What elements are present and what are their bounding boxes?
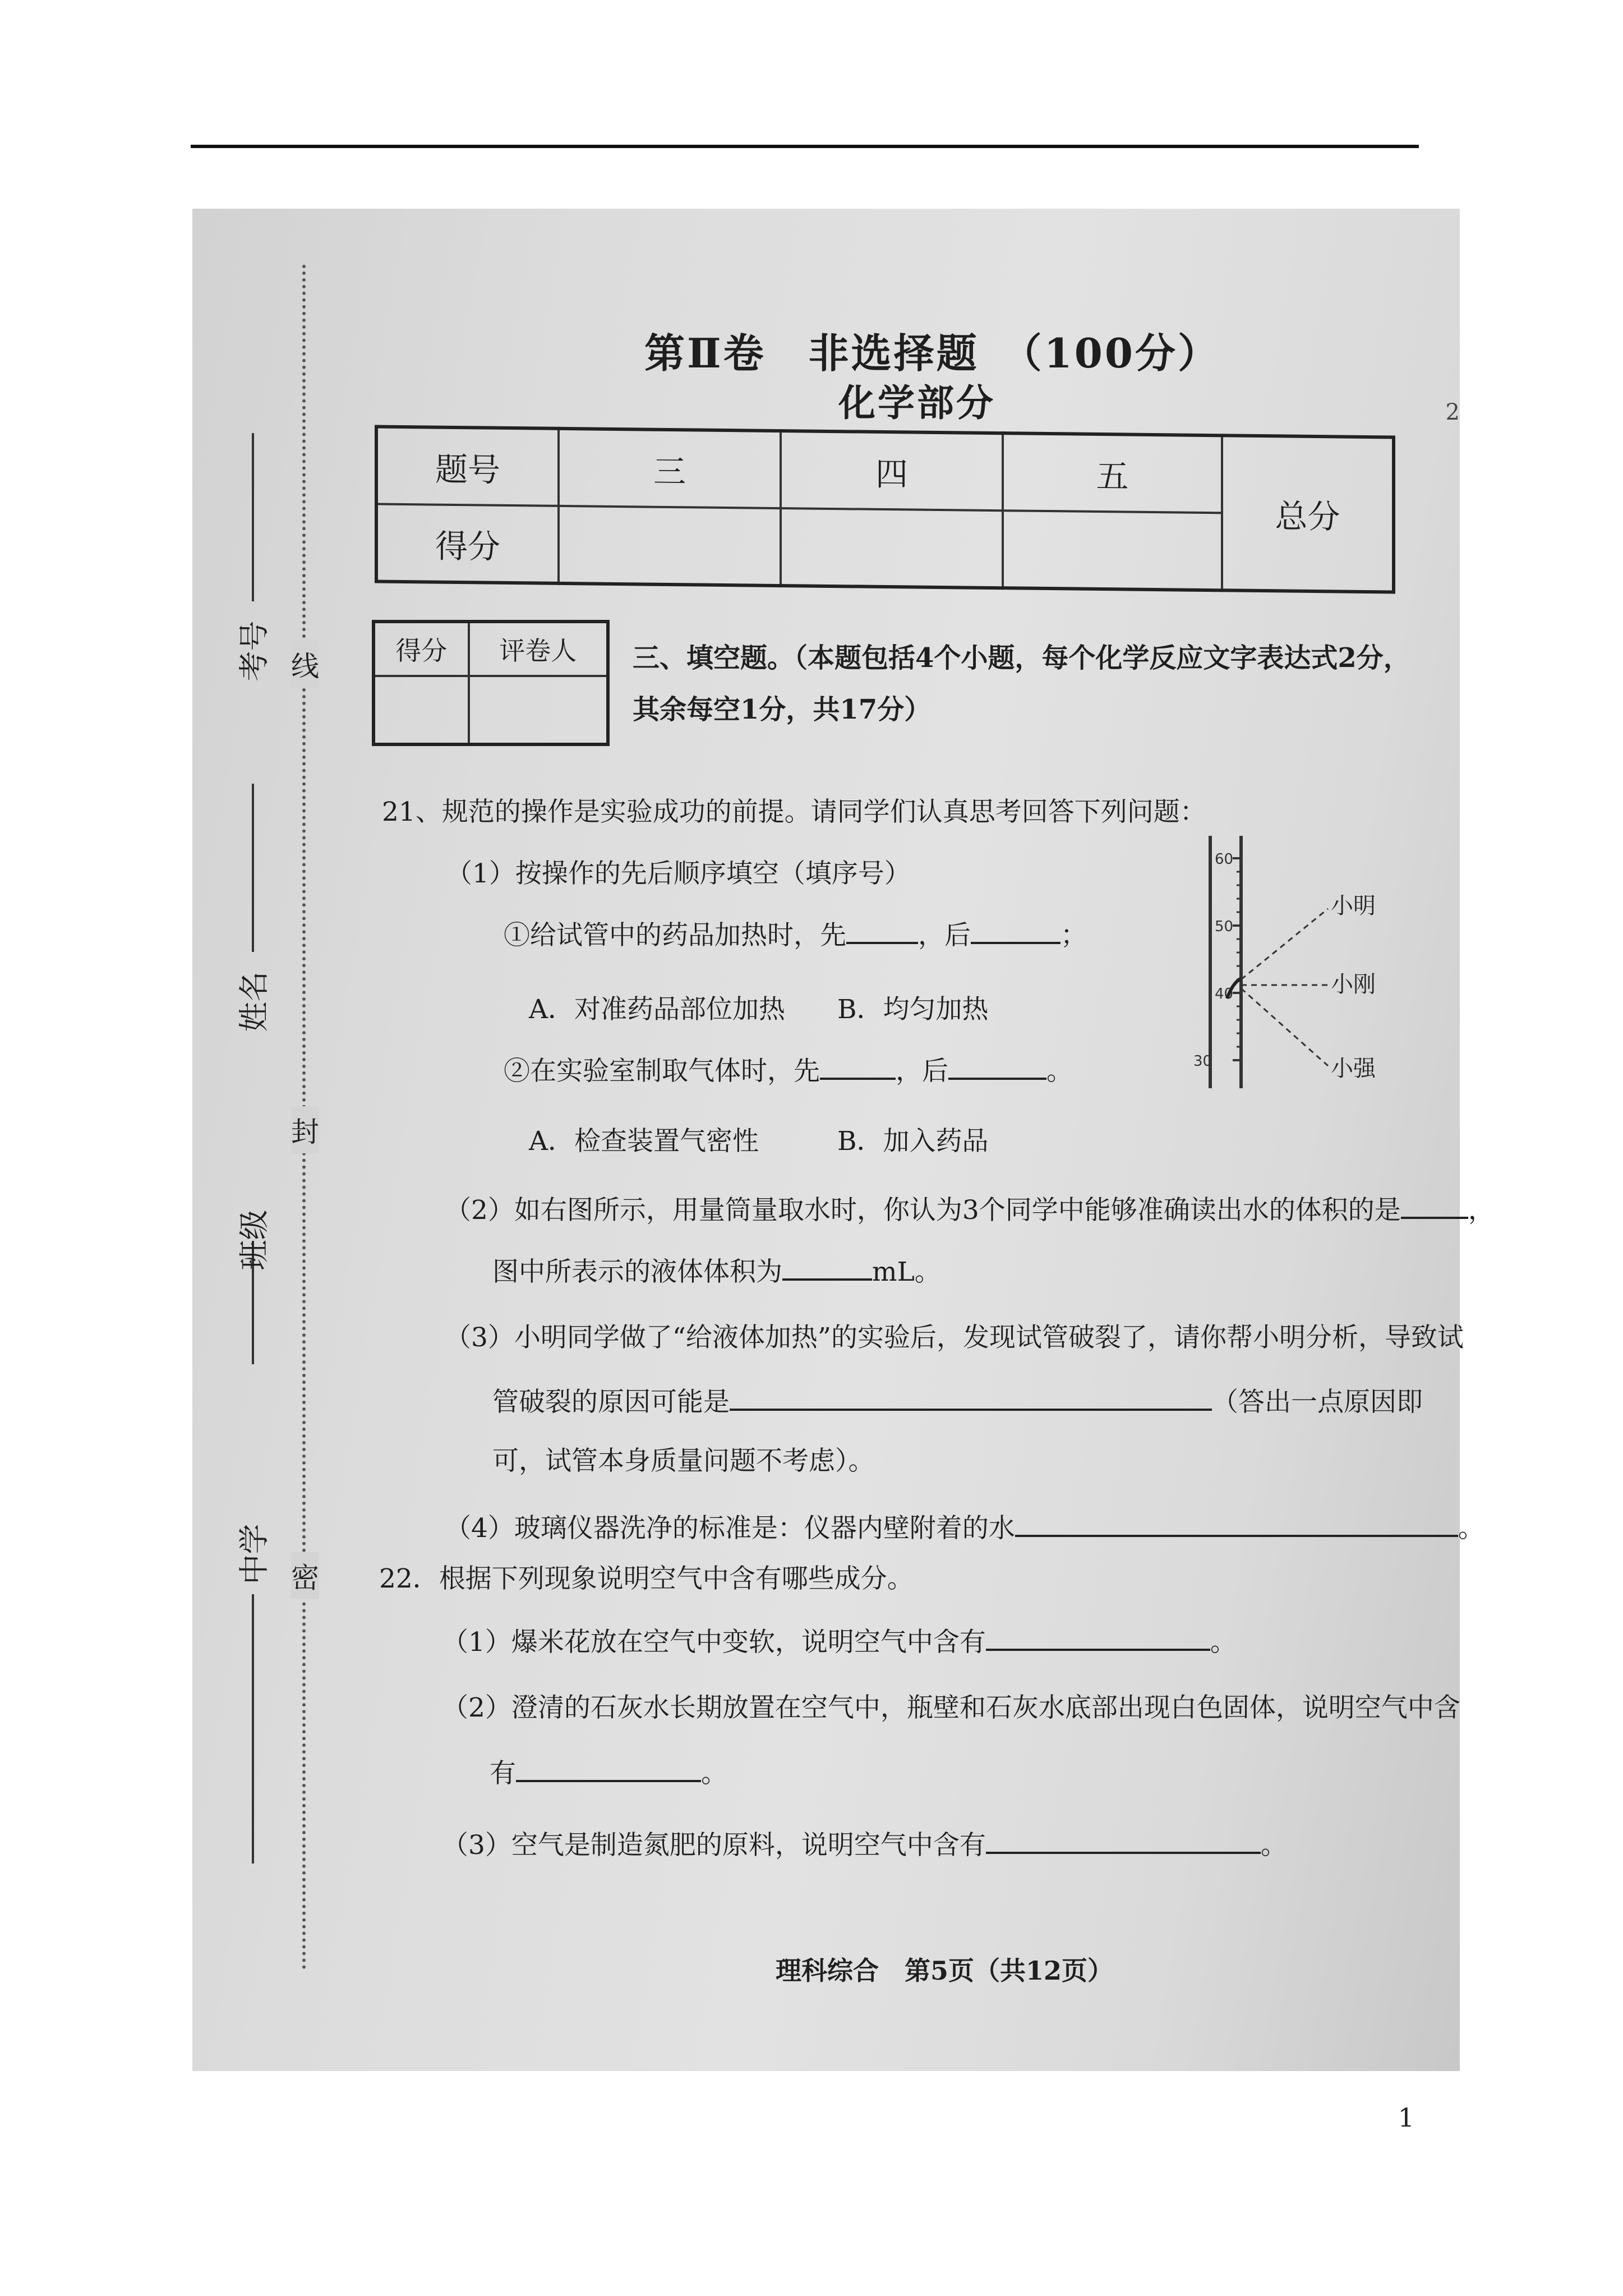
answer-blank[interactable] xyxy=(516,1755,701,1782)
q22-part3-end: 。 xyxy=(1260,1830,1287,1861)
q22-part2-line2-pre: 有 xyxy=(490,1758,516,1789)
grader-row xyxy=(374,622,608,676)
measuring-cylinder-figure xyxy=(1188,836,1412,1088)
grader-cell: 评卷人 xyxy=(469,622,608,676)
answer-blank[interactable] xyxy=(782,1254,872,1281)
seal-char-feng: 封 xyxy=(291,1106,319,1153)
page-footer: 理科综合 第5页（共12页） xyxy=(776,1955,1114,1986)
q21-part2-text: （2）如右图所示，用量筒量取水时，你认为3个同学中能够准确读出水的体积的是 xyxy=(445,1195,1401,1226)
sightline-xiaoming xyxy=(1241,909,1328,979)
school-line-2 xyxy=(252,1690,254,1864)
class-label: 班级 xyxy=(236,1209,272,1271)
q21-part1b-pre: ②在实验室制取气体时，先 xyxy=(504,1056,820,1087)
paper-title: 第Ⅱ卷 非选择题 （100分） xyxy=(644,329,1220,377)
tick-label-30: 30 xyxy=(1193,1053,1212,1070)
q22-part1-end: 。 xyxy=(1210,1627,1237,1658)
score-cell: 得分 xyxy=(376,504,559,583)
q21-part1a-mid: ，后 xyxy=(918,920,971,951)
score-cell-empty xyxy=(559,506,781,586)
name-line xyxy=(252,784,254,952)
answer-blank[interactable] xyxy=(948,1053,1046,1080)
person-xiaogang: 小刚 xyxy=(1331,972,1376,997)
q21-part2-end: ， xyxy=(1468,1195,1495,1226)
score-cell-empty xyxy=(781,508,1003,588)
q21-part3-line2-end: （答出一点原因即 xyxy=(1212,1387,1423,1418)
q21-part2-line2-end: mL。 xyxy=(872,1257,941,1287)
sightline-xiaoqiang xyxy=(1241,988,1328,1066)
q21-part4-end: 。 xyxy=(1458,1513,1484,1544)
q21-part2-line2 xyxy=(492,1251,941,1289)
q21-part3-line1: （3）小明同学做了“给液体加热”的实验后，发现试管破裂了，请你帮小明分析，导致试 xyxy=(445,1322,1464,1353)
answer-blank[interactable] xyxy=(820,1053,896,1080)
q21-part2-line1 xyxy=(445,1189,1495,1227)
scanned-exam-photo xyxy=(192,209,1495,2071)
q21-stem: 21、规范的操作是实验成功的前提。请同学们认真思考回答下列问题： xyxy=(382,797,1206,827)
seal-char-mi: 密 xyxy=(291,1552,319,1599)
q21-part1b-end: 。 xyxy=(1046,1056,1073,1087)
q22-part1 xyxy=(442,1621,1237,1659)
score-cell: 三 xyxy=(559,429,781,508)
top-rule xyxy=(191,145,1419,148)
q21-part1: （1）按操作的先后顺序填空（填序号） xyxy=(446,858,911,889)
q21-part3-line2 xyxy=(492,1381,1423,1419)
section-title: 三、填空题。（本题包括4个小题，每个化学反应文字表达式2分，其余每空1分，共17分） xyxy=(633,642,1410,725)
q21-part1b-mid: ，后 xyxy=(896,1056,948,1087)
q21-part1b-option-a: A．检查装置气密性 xyxy=(529,1126,759,1157)
q22-part3 xyxy=(442,1824,1287,1862)
answer-blank[interactable] xyxy=(846,917,918,944)
grader-row xyxy=(374,676,608,744)
answer-blank[interactable] xyxy=(1015,1510,1458,1537)
q21-part4-pre: （4）玻璃仪器洗净的标准是：仪器内壁附着的水 xyxy=(445,1513,1015,1544)
q21-part1b xyxy=(504,1050,1073,1088)
score-cell-total: 总分 xyxy=(1222,435,1394,592)
grader-cell-empty xyxy=(374,676,469,744)
tick-label-50: 50 xyxy=(1215,918,1234,935)
grader-cell-empty xyxy=(469,676,608,744)
tick-label-40: 40 xyxy=(1215,986,1234,1002)
q21-part3-line3: 可，试管本身质量问题不考虑）。 xyxy=(492,1446,875,1476)
q21-part1a-end: ； xyxy=(1061,920,1087,951)
grader-cell: 得分 xyxy=(374,622,469,676)
paper-subtitle: 化学部分 xyxy=(838,381,995,425)
q22-part1-pre: （1）爆米花放在空气中变软，说明空气中含有 xyxy=(442,1627,986,1658)
answer-blank[interactable] xyxy=(730,1384,1212,1411)
school-label: 中学 xyxy=(236,1524,272,1585)
answer-blank[interactable] xyxy=(986,1827,1261,1854)
score-cell: 五 xyxy=(1003,433,1222,513)
score-table-row xyxy=(376,427,1394,515)
q22-part2-line2-end: 。 xyxy=(701,1758,727,1789)
answer-blank[interactable] xyxy=(986,1624,1210,1651)
q21-part1a-pre: ①给试管中的药品加热时，先 xyxy=(504,920,846,951)
binding-margin xyxy=(192,209,321,2071)
person-xiaoming: 小明 xyxy=(1331,893,1376,919)
tick-label-60: 60 xyxy=(1215,851,1234,868)
q22-part3-pre: （3）空气是制造氮肥的原料，说明空气中含有 xyxy=(442,1830,986,1861)
answer-blank[interactable] xyxy=(971,917,1061,944)
q21-part1a-option-b: B．均匀加热 xyxy=(837,994,989,1025)
q21-part3-line2-pre: 管破裂的原因可能是 xyxy=(492,1387,730,1418)
page-number: 1 xyxy=(1398,2102,1414,2133)
score-cell: 四 xyxy=(781,431,1003,510)
person-xiaoqiang: 小强 xyxy=(1331,1056,1376,1082)
q21-part1a-option-a: A．对准药品部位加热 xyxy=(529,994,785,1025)
seal-char-xian: 线 xyxy=(291,641,319,688)
name-label: 姓名 xyxy=(236,971,272,1032)
q22-part2-line1: （2）澄清的石灰水长期放置在空气中，瓶壁和石灰水底部出现白色固体，说明空气中含 xyxy=(442,1692,1460,1723)
exam-number-line xyxy=(252,433,254,601)
exam-number-label: 考号 xyxy=(236,620,272,682)
score-cell-empty xyxy=(1003,510,1222,590)
q22-part2-line2 xyxy=(490,1752,727,1790)
grader-table xyxy=(372,620,610,746)
q22-stem: 22．根据下列现象说明空气中含有哪些成分。 xyxy=(379,1563,914,1594)
q21-part4 xyxy=(445,1507,1484,1545)
edge-mark: 2 xyxy=(1445,399,1460,425)
score-cell: 题号 xyxy=(376,427,559,506)
q21-part1b-option-b: B．加入药品 xyxy=(837,1126,989,1157)
q21-part1a xyxy=(504,914,1087,952)
q21-part2-line2-pre: 图中所表示的液体体积为 xyxy=(492,1257,782,1287)
answer-blank[interactable] xyxy=(1401,1192,1468,1219)
score-table xyxy=(375,425,1395,593)
